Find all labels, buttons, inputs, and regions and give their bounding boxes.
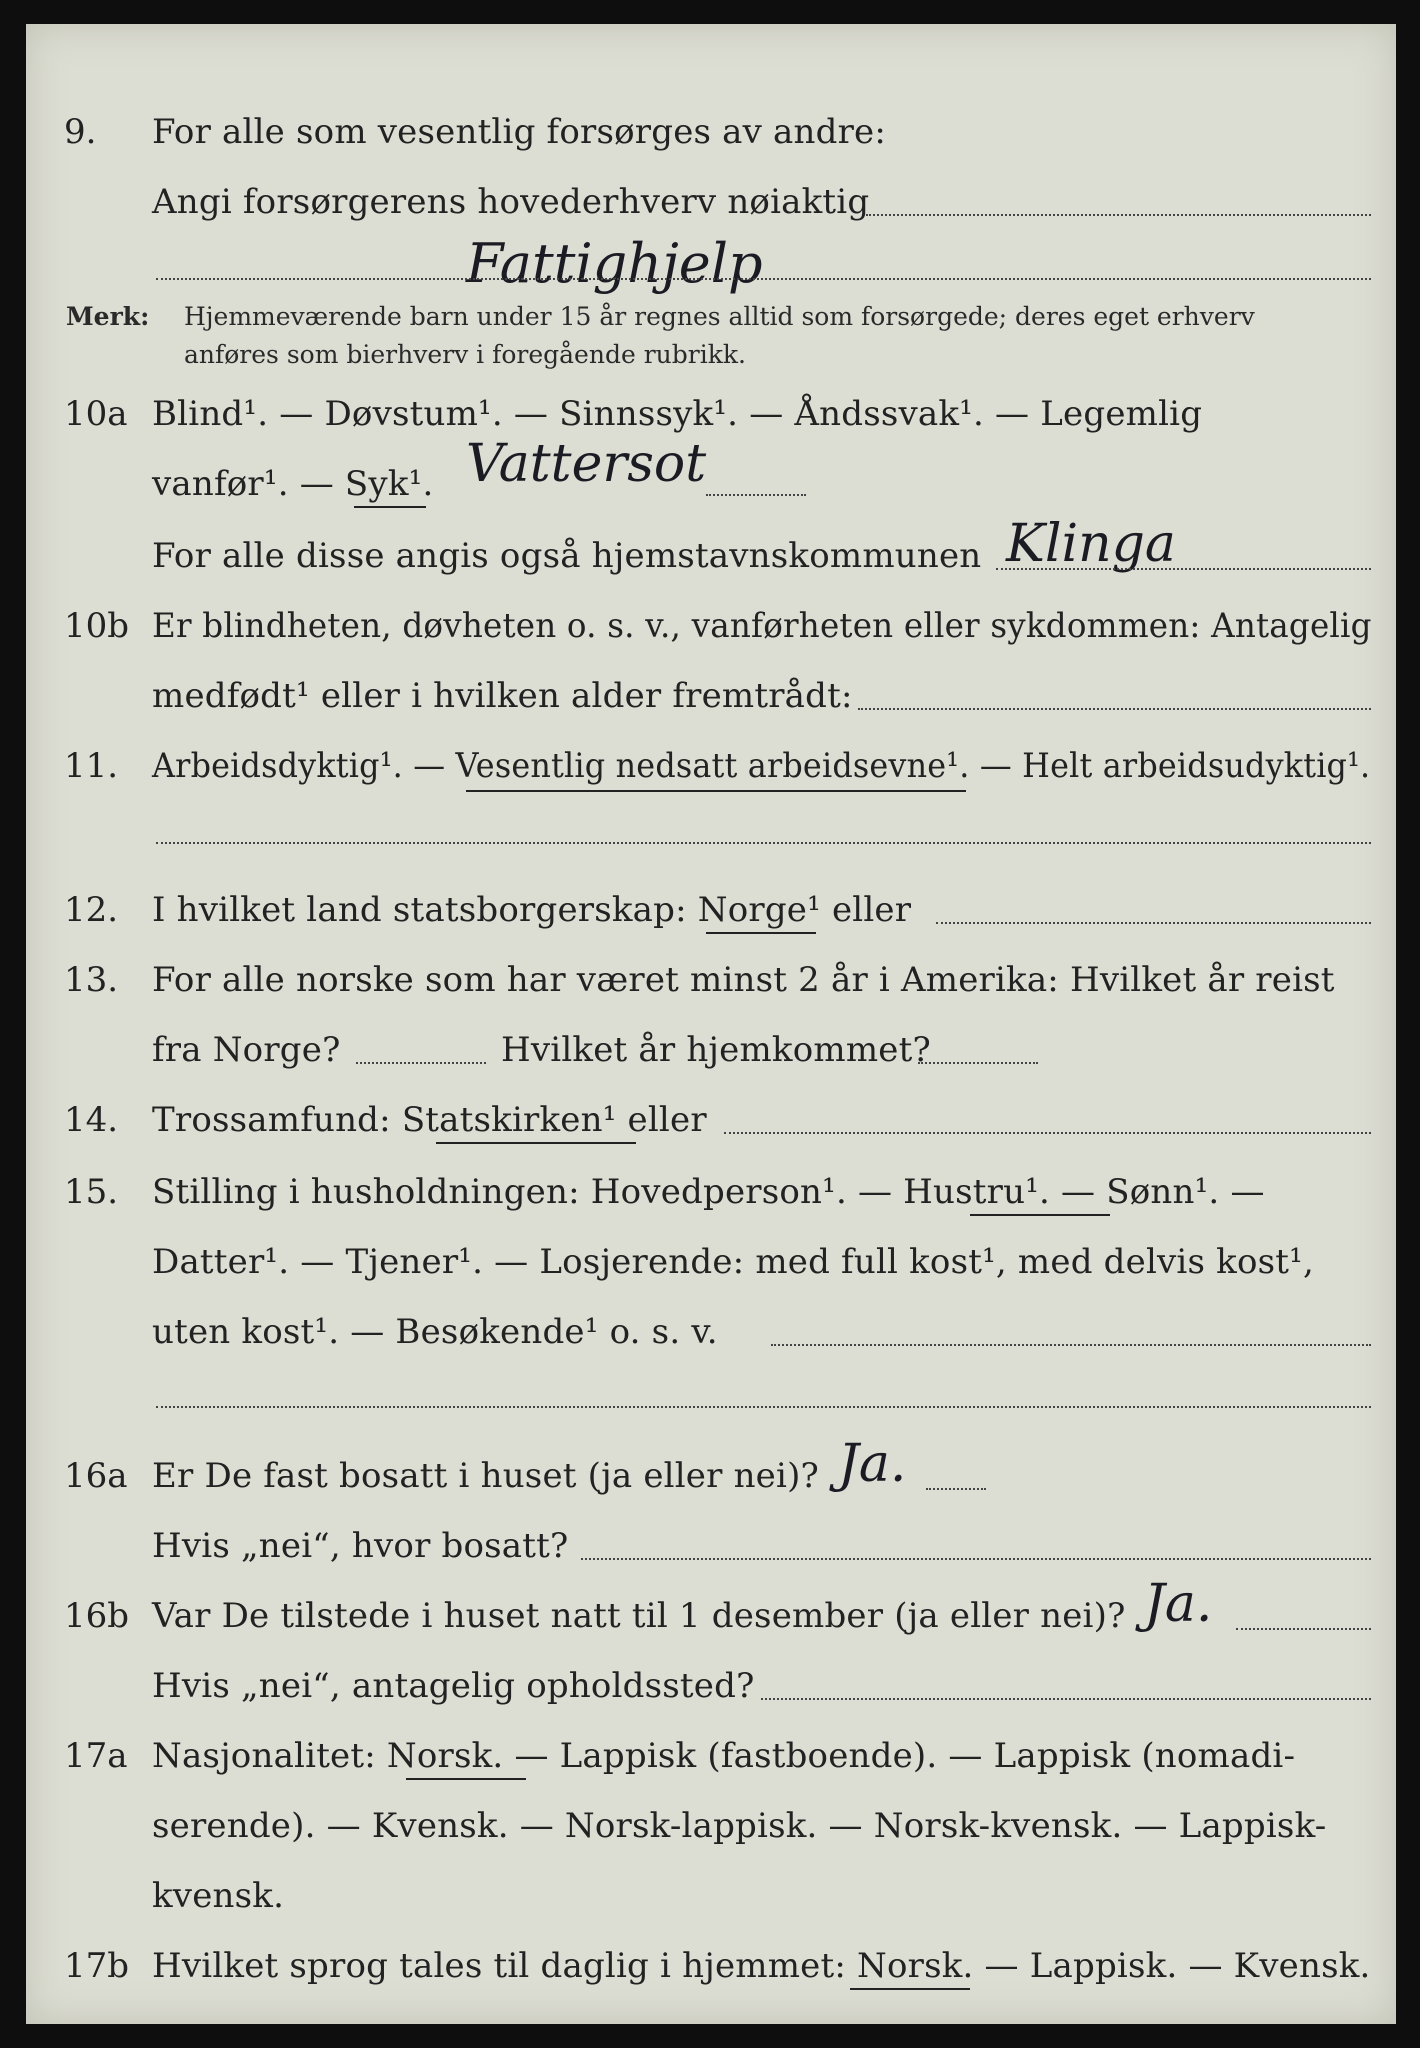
q10a-syk-underline — [354, 506, 426, 508]
q14-number: 14. — [64, 1100, 119, 1140]
q10a-line1: Blind¹. — Døvstum¹. — Sinnssyk¹. — Åndssvak¹. — Legemlig — [152, 394, 1203, 434]
q12-line1: I hvilket land statsborgerskap: Norge¹ eller — [152, 890, 912, 930]
q14-dotted-line — [724, 1132, 1371, 1134]
q15-number: 15. — [64, 1172, 119, 1212]
q14-line1: Trossamfund: Statskirken¹ eller — [152, 1100, 707, 1140]
q13-line2b: Hvilket år hjemkommet? — [501, 1030, 931, 1070]
q16a-bosatt-dotted-line — [581, 1558, 1371, 1560]
q10b-dotted-line — [858, 708, 1371, 710]
q11-answer-underline — [466, 790, 966, 792]
q16b-number: 16b — [64, 1596, 130, 1636]
q10a-line3: For alle disse angis også hjemstavnskommunen — [152, 536, 982, 576]
q10b-number: 10b — [64, 606, 130, 646]
merk-line2: anføres som bierhverv i foregående rubrikk. — [184, 340, 746, 369]
q17a-norsk-underline — [406, 1778, 526, 1780]
q15-line1: Stilling i husholdningen: Hovedperson¹. — Hustru¹. — Sønn¹. — — [152, 1172, 1265, 1212]
q10a-handwritten-illness: Vattersot — [466, 434, 707, 494]
q9-line2: Angi forsørgerens hovederhverv nøiaktig — [152, 182, 870, 222]
q13-line1: For alle norske som har været minst 2 år i Amerika: Hvilket år reist — [152, 960, 1335, 1000]
merk-line1: Hjemmeværende barn under 15 år regnes alltid som forsørgede; deres eget erhverv — [184, 302, 1255, 331]
q17a-line1: Nasjonalitet: Norsk. — Lappisk (fastboende). — Lappisk (nomadi- — [152, 1736, 1296, 1776]
q9-handwritten-answer: Fattighjelp — [466, 232, 763, 295]
q9-number: 9. — [64, 112, 97, 152]
q17b-norsk-underline — [850, 1988, 970, 1990]
q9-line1: For alle som vesentlig forsørges av andre: — [152, 112, 887, 152]
q12-number: 12. — [64, 890, 119, 930]
q10b-line1: Er blindheten, døvheten o. s. v., vanførheten eller sykdommen: Antagelig — [152, 606, 1372, 646]
q16b-handwritten-answer: Ja. — [1144, 1574, 1213, 1634]
q10a-number: 10a — [64, 394, 128, 434]
q16a-number: 16a — [64, 1456, 128, 1496]
q16a-line1: Er De fast bosatt i huset (ja eller nei)? — [152, 1456, 819, 1496]
q12-dotted-line — [936, 922, 1371, 924]
q15-hustru-underline — [970, 1214, 1110, 1216]
q11-dotted-line — [156, 842, 1371, 844]
q16b-dotted-line — [1236, 1628, 1371, 1630]
q17a-line3: kvensk. — [152, 1876, 285, 1916]
q17a-number: 17a — [64, 1736, 128, 1776]
q16b-line2: Hvis „nei“, antagelig opholdssted? — [152, 1666, 755, 1706]
q17b-number: 17b — [64, 1946, 130, 1986]
merk-label: Merk: — [66, 302, 150, 331]
q10a-home-line — [996, 568, 1371, 570]
q10a-dotted-line — [706, 494, 806, 496]
q9-answer-line — [156, 278, 1371, 280]
q13-reist-dotted-line — [356, 1062, 486, 1064]
q16a-line2: Hvis „nei“, hvor bosatt? — [152, 1526, 569, 1566]
q16a-handwritten-answer: Ja. — [838, 1434, 907, 1494]
q13-line2a: fra Norge? — [152, 1030, 341, 1070]
q11-line1: Arbeidsdyktig¹. — Vesentlig nedsatt arbeidsevne¹. — Helt arbeidsudyktig¹. — [152, 746, 1371, 786]
q15-line3: uten kost¹. — Besøkende¹ o. s. v. — [152, 1312, 718, 1352]
q16b-opholdssted-dotted-line — [761, 1698, 1371, 1700]
q17a-line2: serende). — Kvensk. — Norsk-lappisk. — Norsk-kvensk. — Lappisk- — [152, 1806, 1327, 1846]
q15-line2: Datter¹. — Tjener¹. — Losjerende: med full kost¹, med delvis kost¹, — [152, 1242, 1314, 1282]
q17b-line1: Hvilket sprog tales til daglig i hjemmet: Norsk. — Lappisk. — Kvensk. — [152, 1946, 1371, 1986]
q16b-line1: Var De tilstede i huset natt til 1 desember (ja eller nei)? — [152, 1596, 1126, 1636]
q13-number: 13. — [64, 960, 119, 1000]
q16a-dotted-line — [926, 1488, 986, 1490]
q10b-line2: medfødt¹ eller i hvilken alder fremtrådt: — [152, 676, 853, 716]
q15-extra-dotted-line — [156, 1406, 1371, 1408]
q13-hjemkommet-dotted-line — [918, 1062, 1038, 1064]
q10a-line2: vanfør¹. — Syk¹. — [152, 464, 434, 504]
q14-statskirken-underline — [436, 1142, 636, 1144]
census-form-page — [26, 24, 1396, 2024]
q11-number: 11. — [64, 746, 119, 786]
q10a-handwritten-home: Klinga — [1006, 514, 1176, 574]
q15-dotted-line — [771, 1344, 1371, 1346]
q12-norge-underline — [706, 932, 816, 934]
q9-dotted-line — [866, 214, 1371, 216]
